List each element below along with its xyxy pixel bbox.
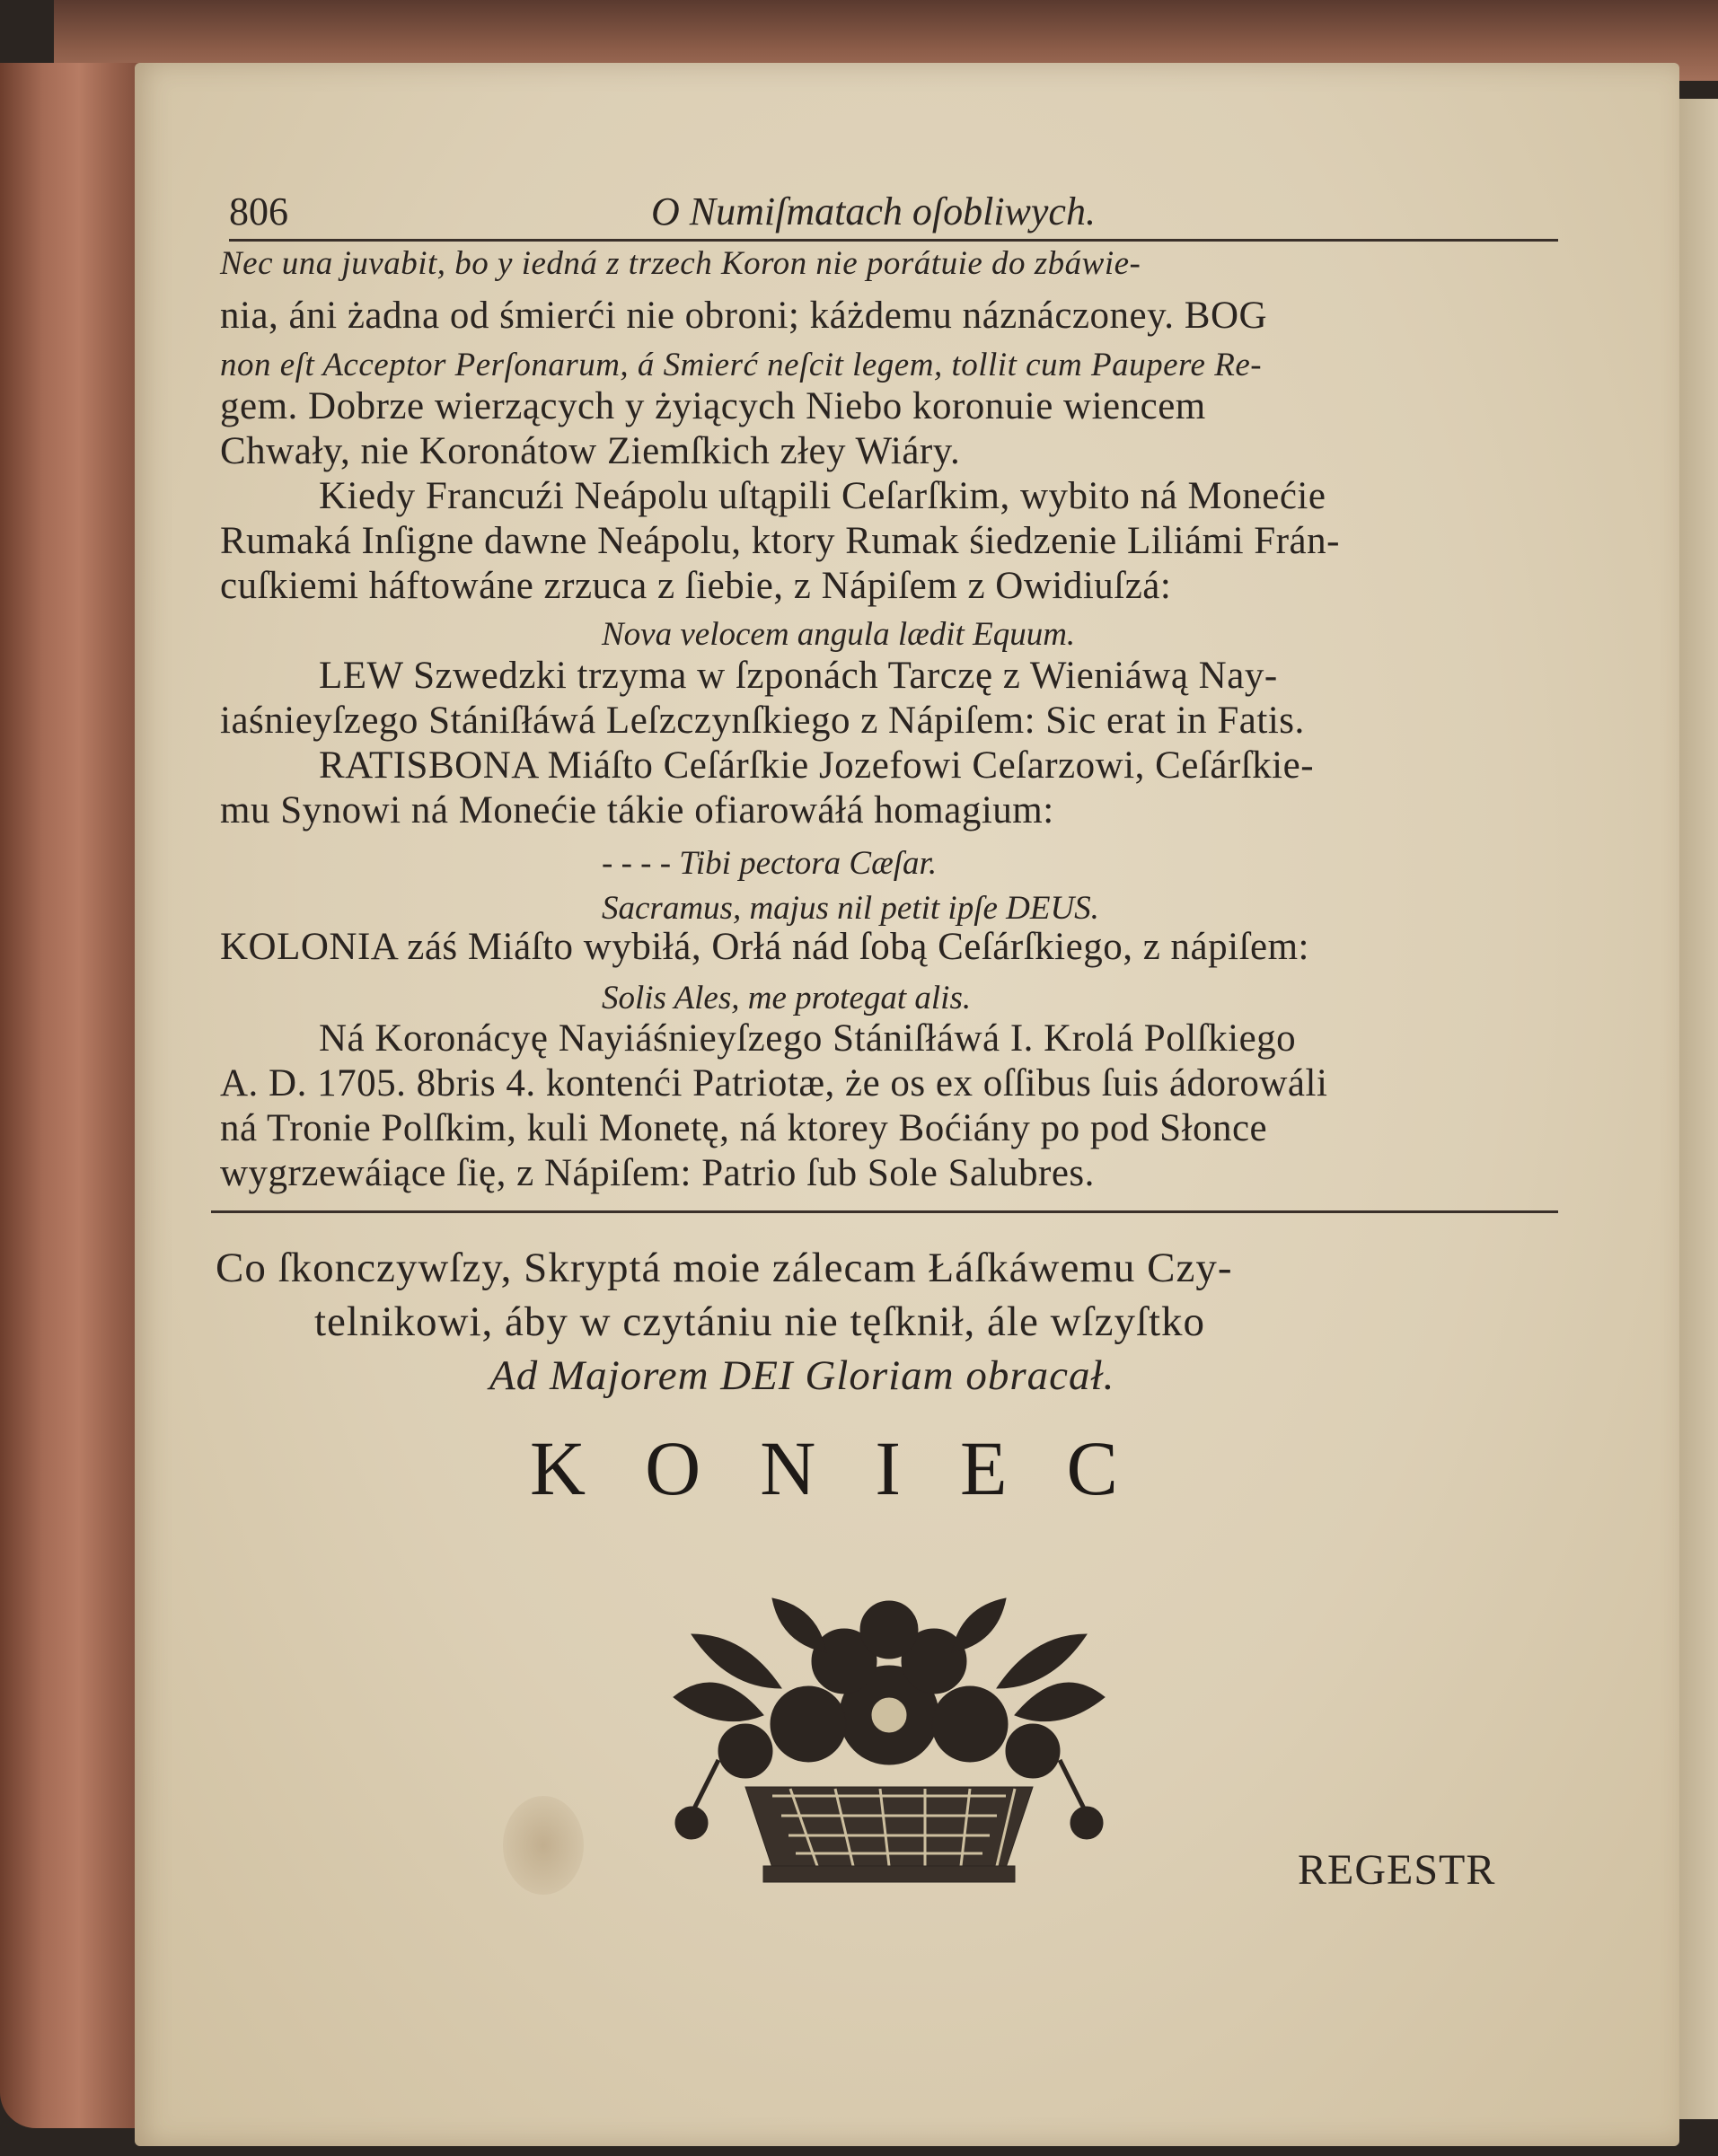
text-line: nia, áni żadna od śmierći nie obroni; káżdemu náznáczoney. BOG xyxy=(220,295,1268,337)
running-title: O Numiſmatach oſobliwych. xyxy=(651,189,1096,233)
text-line: Ná Koronácyę Nayiáśnieyſzego Stániſłáwá I. Krolá Polſkiego xyxy=(319,1017,1297,1060)
text-line: KOLONIA záś Miáſto wybiłá, Orłá nád ſobą Ceſárſkiego, z nápiſem: xyxy=(220,926,1309,968)
paper-stain xyxy=(503,1796,584,1895)
verse-line: Nova velocem angula lædit Equum. xyxy=(602,616,1076,653)
running-head xyxy=(229,189,1558,242)
text-line: wygrzewáiące ſię, z Nápiſem: Patrio ſub Sole Salubres. xyxy=(220,1152,1095,1194)
closing-line: Ad Majorem DEI Gloriam obracał. xyxy=(489,1352,1115,1399)
text-line: Nec una juvabit, bo y iedná z trzech Koron nie porátuie do zbáwie- xyxy=(220,245,1141,282)
finis-heading: KONIEC xyxy=(530,1425,1177,1511)
page-block-edge xyxy=(0,63,144,2128)
text-line: A. D. 1705. 8bris 4. kontenći Patriotæ, że os ex oſſibus ſuis ádorowáli xyxy=(220,1062,1328,1104)
verse-line: - - - - Tibi pectora Cæſar. xyxy=(602,845,938,882)
verse-line: Solis Ales, me protegat alis. xyxy=(602,980,972,1016)
text-line: mu Synowi ná Monećie tákie ofiarowáłá homagium: xyxy=(220,789,1054,832)
closing-line: Co ſkonczywſzy, Skryptá moie zálecam Łáſkáwemu Czy- xyxy=(216,1245,1233,1291)
text-line: RATISBONA Miáſto Ceſárſkie Jozefowi Ceſarzowi, Ceſárſkie- xyxy=(319,744,1315,787)
basket-of-fruit-ornament xyxy=(638,1580,1141,1913)
text-line: ná Tronie Polſkim, kuli Monetę, ná ktorey Boćiány po pod Słonce xyxy=(220,1107,1268,1149)
text-line: iaśnieyſzego Stániſłáwá Leſzczynſkiego z Nápiſem: Sic erat in Fatis. xyxy=(220,700,1305,742)
text-line: Rumaká Inſigne dawne Neápolu, ktory Rumak śiedzenie Liliámi Frán- xyxy=(220,520,1340,562)
text-line: Kiedy Francuźi Neápolu uſtąpili Ceſarſkim, wybito ná Monećie xyxy=(319,475,1326,517)
page-number: 806 xyxy=(229,189,288,233)
text-line: Chwały, nie Koronátow Ziemſkich złey Wiáry. xyxy=(220,430,961,472)
text-line: gem. Dobrze wierzących y żyiących Niebo koronuie wiencem xyxy=(220,385,1206,427)
text-line: cuſkiemi háftowáne zrzuca z ſiebie, z Nápiſem z Owidiuſzá: xyxy=(220,565,1172,607)
header-rule xyxy=(229,239,1558,242)
text-line: non eſt Acceptor Perſonarum, á Smierć neſcit legem, tollit cum Paupere Re- xyxy=(220,347,1263,383)
catchword: REGESTR xyxy=(1298,1846,1496,1894)
verse-line: Sacramus, majus nil petit ipſe DEUS. xyxy=(602,890,1099,927)
section-rule xyxy=(211,1210,1558,1213)
closing-line: telnikowi, áby w czytániu nie tęſknił, ále wſzyſtko xyxy=(314,1298,1206,1345)
text-line: LEW Szwedzki trzyma w ſzponách Tarczę z Wieniáwą Nay- xyxy=(319,655,1278,697)
